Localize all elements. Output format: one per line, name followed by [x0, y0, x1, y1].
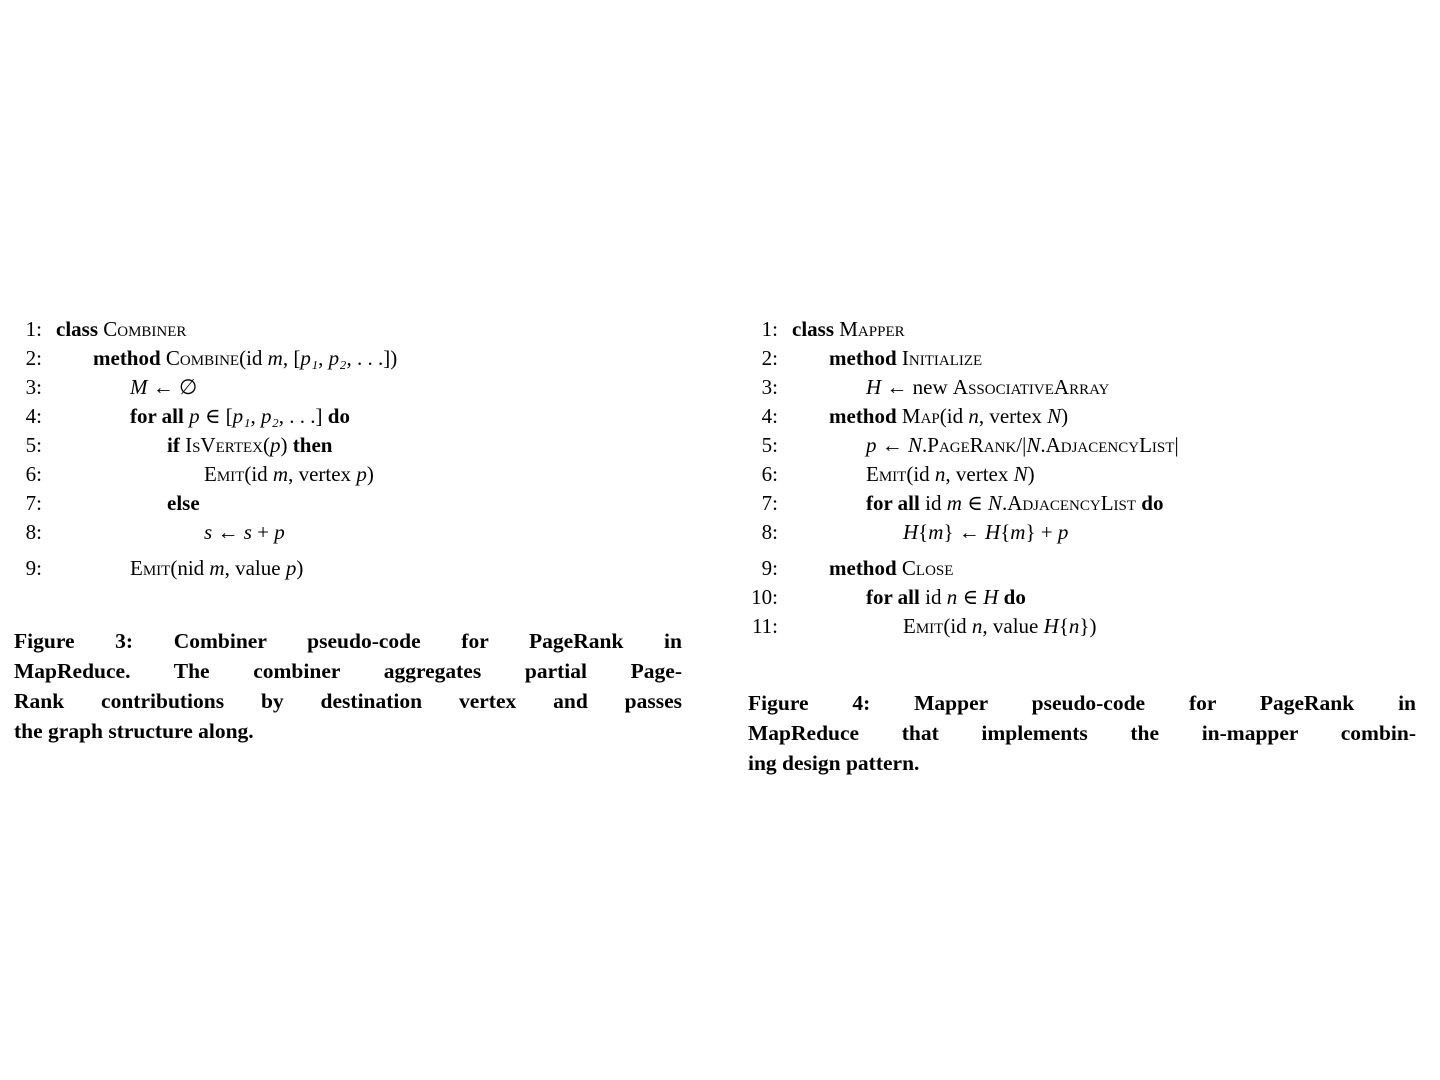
code-segment: p [866, 433, 877, 457]
code-segment: (id [239, 346, 268, 370]
line-content [56, 402, 350, 431]
code-segment: n [971, 614, 983, 638]
caption-line: MapReduce that implements the in-mapper combin- [748, 721, 1416, 745]
code-segment: Emit [866, 462, 907, 486]
code-segment: s [204, 520, 213, 544]
line-content [56, 315, 186, 344]
code-segment: ) [1027, 462, 1035, 486]
line-number: 5: [25, 433, 42, 457]
figure3-caption [14, 626, 682, 746]
code-segment: p [189, 404, 200, 428]
code-segment: Emit [130, 556, 171, 580]
code-segment: N [1026, 433, 1041, 457]
code-segment: N [1047, 404, 1062, 428]
code-segment: , . . .]) [346, 346, 398, 370]
line-number: 11: [751, 614, 778, 638]
code-segment: { [918, 520, 929, 544]
code-segment: m [946, 491, 962, 515]
code-line [744, 554, 1179, 583]
code-line [8, 554, 397, 583]
caption-line: Rank contributions by destination vertex and passes [14, 689, 682, 713]
line-number: 2: [25, 346, 42, 370]
line-content [792, 518, 1068, 547]
code-segment: , . . .] [278, 404, 328, 428]
line-number: 8: [761, 520, 778, 544]
code-segment: do [1136, 491, 1164, 515]
code-segment: Emit [204, 462, 245, 486]
code-segment: IsVertex [185, 433, 264, 457]
code-segment: } + [1025, 520, 1058, 544]
code-segment: Combine [165, 346, 240, 370]
caption-line: the graph structure along. [14, 719, 254, 743]
line-number: 1: [761, 317, 778, 341]
code-line [8, 315, 397, 344]
line-content [792, 315, 905, 344]
code-segment: class [56, 317, 104, 341]
line-content [792, 431, 1179, 460]
code-segment: , value [982, 614, 1044, 638]
code-segment: H [1043, 614, 1059, 638]
code-segment: method [829, 346, 902, 370]
figure4-caption [748, 688, 1416, 778]
code-segment: H [903, 520, 919, 544]
code-segment: , [ [282, 346, 301, 370]
code-segment: n [946, 585, 958, 609]
line-number: 9: [25, 556, 42, 580]
code-segment: do [327, 404, 350, 428]
code-line [744, 373, 1179, 402]
line-content [792, 583, 1026, 612]
code-segment: ← ∅ [147, 375, 198, 399]
code-line [744, 489, 1179, 518]
code-segment: m [928, 520, 944, 544]
code-segment: AssociativeArray [952, 375, 1110, 399]
code-segment: for all [866, 585, 926, 609]
code-segment: { [1058, 614, 1069, 638]
code-line [8, 402, 397, 431]
code-segment: , [318, 346, 329, 370]
figure3-pseudocode [8, 315, 397, 583]
code-segment: s [243, 520, 252, 544]
code-segment: p₂ [328, 346, 347, 370]
code-segment: Map [901, 404, 940, 428]
line-content [792, 373, 1109, 402]
code-segment: ← [876, 433, 908, 457]
line-number: 7: [761, 491, 778, 515]
caption-line: MapReduce. The combiner aggregates partial Page- [14, 659, 682, 683]
line-number: 10: [751, 585, 778, 609]
code-segment: Close [901, 556, 954, 580]
code-segment: { [1000, 520, 1011, 544]
code-segment: then [292, 433, 333, 457]
code-segment: n [968, 404, 979, 428]
caption-line: Figure 4: Mapper pseudo-code for PageRank in [748, 691, 1416, 715]
line-number: 4: [761, 404, 778, 428]
code-line [744, 344, 1179, 373]
code-segment: method [829, 404, 902, 428]
line-number: 3: [25, 375, 42, 399]
code-segment: method [829, 556, 902, 580]
code-segment: p₁ [232, 404, 251, 428]
line-number: 5: [761, 433, 778, 457]
code-segment: , value [224, 556, 286, 580]
code-line [8, 489, 397, 518]
code-segment: | [1174, 433, 1179, 457]
code-segment: (id [943, 614, 972, 638]
line-content [56, 431, 332, 460]
code-segment: , vertex [978, 404, 1048, 428]
line-number: 8: [25, 520, 42, 544]
code-segment: , [250, 404, 261, 428]
line-number: 6: [761, 462, 778, 486]
code-segment: ∈ [ [199, 404, 233, 428]
code-segment: PageRank [927, 433, 1017, 457]
code-segment: . [1040, 433, 1046, 457]
line-number: 3: [761, 375, 778, 399]
code-line [744, 315, 1179, 344]
code-segment: id [925, 585, 947, 609]
code-segment: ) [1061, 404, 1069, 428]
line-number: 6: [25, 462, 42, 486]
code-segment: , vertex [945, 462, 1014, 486]
code-segment: . [1001, 491, 1008, 515]
code-segment: (id [244, 462, 273, 486]
caption-line: Figure 3: Combiner pseudo-code for PageRank in [14, 629, 682, 653]
code-line [744, 583, 1179, 612]
code-segment: N [987, 491, 1002, 515]
line-content [56, 344, 397, 373]
code-segment: else [167, 491, 200, 515]
code-segment: ) [280, 433, 293, 457]
code-segment: (id [906, 462, 935, 486]
code-segment: p [274, 520, 285, 544]
code-segment: do [998, 585, 1026, 609]
code-segment: p₁ [300, 346, 319, 370]
code-line [744, 460, 1179, 489]
code-segment: } ← [943, 520, 986, 544]
figure4-pseudocode [744, 315, 1179, 641]
code-segment: ← new [881, 375, 953, 399]
line-content [792, 344, 982, 373]
code-segment: H [866, 375, 882, 399]
code-segment: + [251, 520, 275, 544]
code-segment: ← [212, 520, 244, 544]
code-segment: N [1013, 462, 1028, 486]
line-content [792, 489, 1163, 518]
line-content [792, 612, 1096, 641]
code-segment: p [356, 462, 367, 486]
code-line [8, 518, 397, 547]
code-segment: M [130, 375, 148, 399]
code-segment: , vertex [288, 462, 357, 486]
line-content [792, 460, 1035, 489]
code-segment: n [934, 462, 946, 486]
code-line [744, 518, 1179, 547]
code-segment: /| [1016, 433, 1027, 457]
line-content [56, 460, 374, 489]
code-line [8, 344, 397, 373]
code-segment: p₂ [260, 404, 279, 428]
code-segment: ( [263, 433, 271, 457]
code-segment: for all [130, 404, 190, 428]
code-segment: n [1068, 614, 1080, 638]
line-number: 1: [25, 317, 42, 341]
code-line [744, 612, 1179, 641]
code-segment: m [267, 346, 283, 370]
code-segment: N [908, 433, 923, 457]
code-segment: }) [1079, 614, 1097, 638]
code-segment: H [985, 520, 1001, 544]
code-segment: m [209, 556, 225, 580]
code-segment: Initialize [901, 346, 983, 370]
code-line [8, 431, 397, 460]
code-segment: ∈ [957, 585, 984, 609]
code-segment: AdjacencyList [1007, 491, 1137, 515]
code-segment: p [285, 556, 297, 580]
code-segment: . [922, 433, 928, 457]
code-segment: for all [866, 491, 926, 515]
code-segment: ) [296, 556, 304, 580]
line-content [56, 554, 303, 583]
code-line [744, 402, 1179, 431]
code-segment: Mapper [839, 317, 905, 341]
code-line [744, 431, 1179, 460]
line-content [56, 373, 197, 402]
line-content [56, 518, 285, 547]
caption-line: ing design pattern. [748, 751, 920, 775]
code-segment: m [1010, 520, 1026, 544]
line-number: 9: [761, 556, 778, 580]
code-segment: class [792, 317, 840, 341]
code-segment: ) [366, 462, 374, 486]
line-content [792, 402, 1068, 431]
code-segment: id [925, 491, 947, 515]
code-segment: m [272, 462, 289, 486]
code-line [8, 460, 397, 489]
line-number: 2: [761, 346, 778, 370]
code-segment: method [93, 346, 166, 370]
code-segment: (id [939, 404, 969, 428]
line-number: 7: [25, 491, 42, 515]
code-segment: H [983, 585, 999, 609]
code-segment: Combiner [103, 317, 187, 341]
line-number: 4: [25, 404, 42, 428]
line-content [792, 554, 953, 583]
code-segment: p [1057, 520, 1069, 544]
code-segment: p [270, 433, 281, 457]
code-segment: Emit [903, 614, 944, 638]
code-segment: (nid [170, 556, 210, 580]
code-segment: AdjacencyList [1045, 433, 1175, 457]
code-segment: ∈ [961, 491, 988, 515]
code-line [8, 373, 397, 402]
code-segment: if [167, 433, 186, 457]
line-content [56, 489, 200, 518]
